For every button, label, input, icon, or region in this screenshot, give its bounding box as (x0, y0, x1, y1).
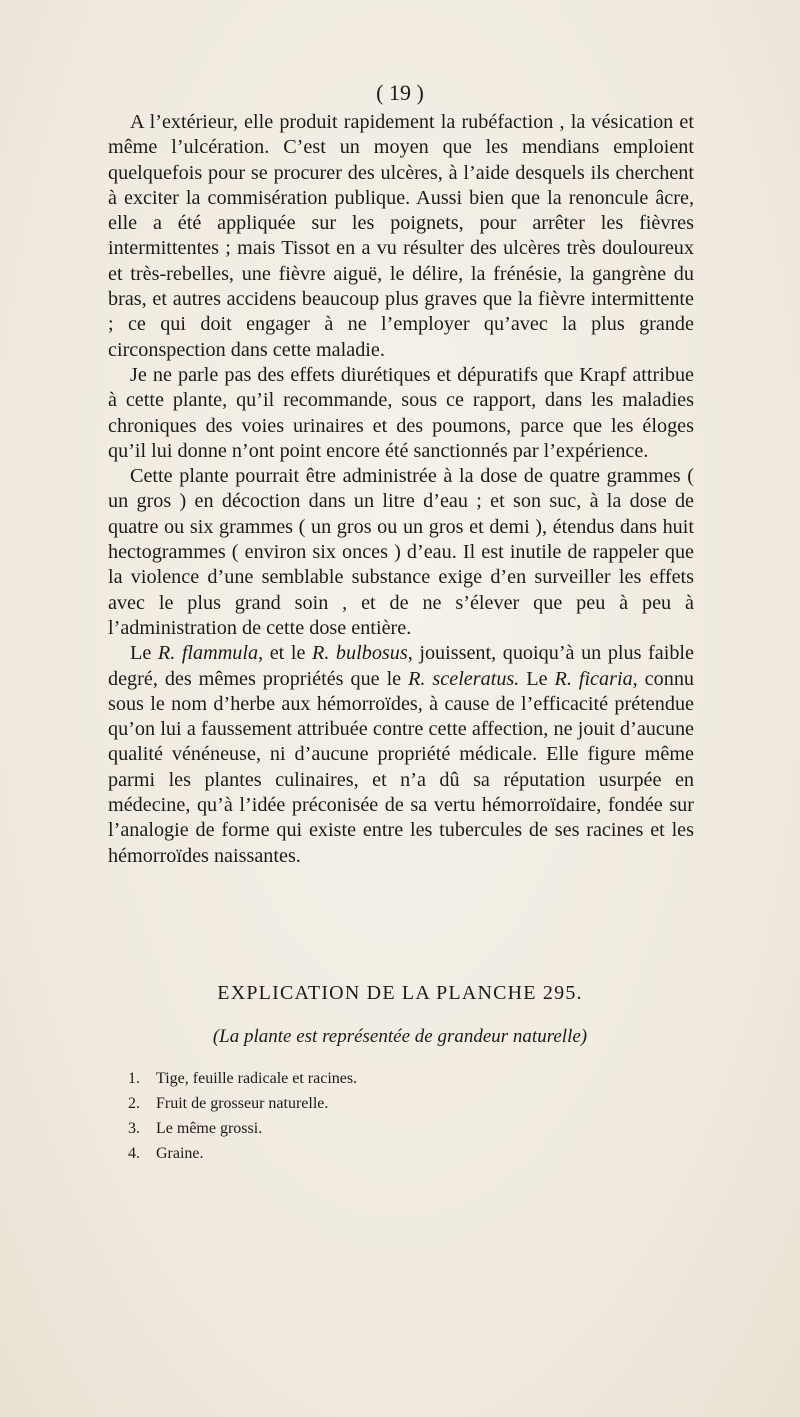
legend-text: Graine. (156, 1145, 204, 1162)
text-run: , jouissent, quoiqu’à un plus faible degré, des mêmes propriétés que le (108, 642, 695, 690)
plate-legend (128, 1066, 548, 1166)
legend-item (128, 1066, 548, 1091)
species-name: R. ficaria (554, 667, 633, 690)
legend-number: 2. (128, 1095, 140, 1112)
text-run: , et le (258, 642, 312, 665)
plate-heading: EXPLICATION DE LA PLANCHE 295. (217, 982, 583, 1004)
text-run: Le (130, 642, 158, 665)
legend-item (128, 1091, 548, 1116)
legend-number: 4. (128, 1145, 140, 1162)
page-number: ( 19 ) (376, 80, 424, 105)
legend-text: Tige, feuille radicale et racines. (156, 1070, 358, 1087)
legend-item (128, 1116, 548, 1141)
paragraph: Cette plante pourrait être administrée à la dose de quatre grammes ( un gros ) en décoction dans un litre d’eau ; et son suc, à la dose de quatre ou six grammes ( un gros ou un gros et demi ), étendus dans huit hectogrammes ( environ six onces ) d’eau. Il est inutile de rappeler que la violence d’une semblable substance exige d’en surveiller les effets avec le plus grand soin , et de ne s’élever que peu à peu à l’administration de cette dose entière. (108, 465, 694, 639)
legend-number: 1. (128, 1070, 140, 1087)
body-text (108, 110, 694, 869)
species-name: R. bulbosus (311, 642, 408, 665)
legend-text: Le même grossi. (156, 1120, 263, 1137)
text-run: Le (519, 667, 555, 690)
species-name: R. sceleratus. (408, 667, 520, 690)
species-name: R. flammula (157, 642, 259, 665)
legend-item (128, 1141, 548, 1166)
paragraph-species (108, 641, 694, 869)
legend-text: Fruit de grosseur naturelle. (156, 1095, 329, 1112)
plate-subheading: (La plante est représentée de grandeur naturelle) (212, 1026, 588, 1047)
paragraph: A l’extérieur, elle produit rapidement la rubéfaction , la vésication et même l’ulcération. C’est un moyen que les mendians emploient quelquefois pour se procurer des ulcères, à l’aide desquels ils cherchent à exciter la commisération publique. Aussi bien que la renoncule âcre, elle a été appliquée sur les poignets, pour arrêter les fièvres intermittentes ; mais Tissot en a vu résulter des ulcères très douloureux et très-rebelles, une fièvre aiguë, le délire, la frénésie, la gangrène du bras, et autres accidens beaucoup plus graves que la fièvre intermittente ; ce qui doit engager à ne l’employer qu’avec la plus grande circonspection dans cette maladie. (108, 111, 694, 361)
paragraph: Je ne parle pas des effets diurétiques et dépuratifs que Krapf attribue à cette plante, qu’il recommande, sous ce rapport, dans les maladies chroniques des voies urinaires et des poumons, parce que les éloges qu’il lui donne n’ont point encore été sanctionnés par l’expérience. (108, 363, 694, 462)
legend-number: 3. (128, 1120, 140, 1137)
text-run: , connu sous le nom d’herbe aux hémorroïdes, à cause de l’efficacité prétendue qu’on lui a faussement attribuée contre cette affection, ne jouit d’aucune qualité vénéneuse, ni d’aucune propriété médicale. Elle figure même parmi les plantes culinaires, et n’a dû sa réputation usurpée en médecine, qu’à l’idée préconisée de sa vertu hémorroïdaire, fondée sur l’analogie de forme qui existe entre les tubercules de ses racines et les hémorroïdes naissantes. (108, 667, 695, 867)
